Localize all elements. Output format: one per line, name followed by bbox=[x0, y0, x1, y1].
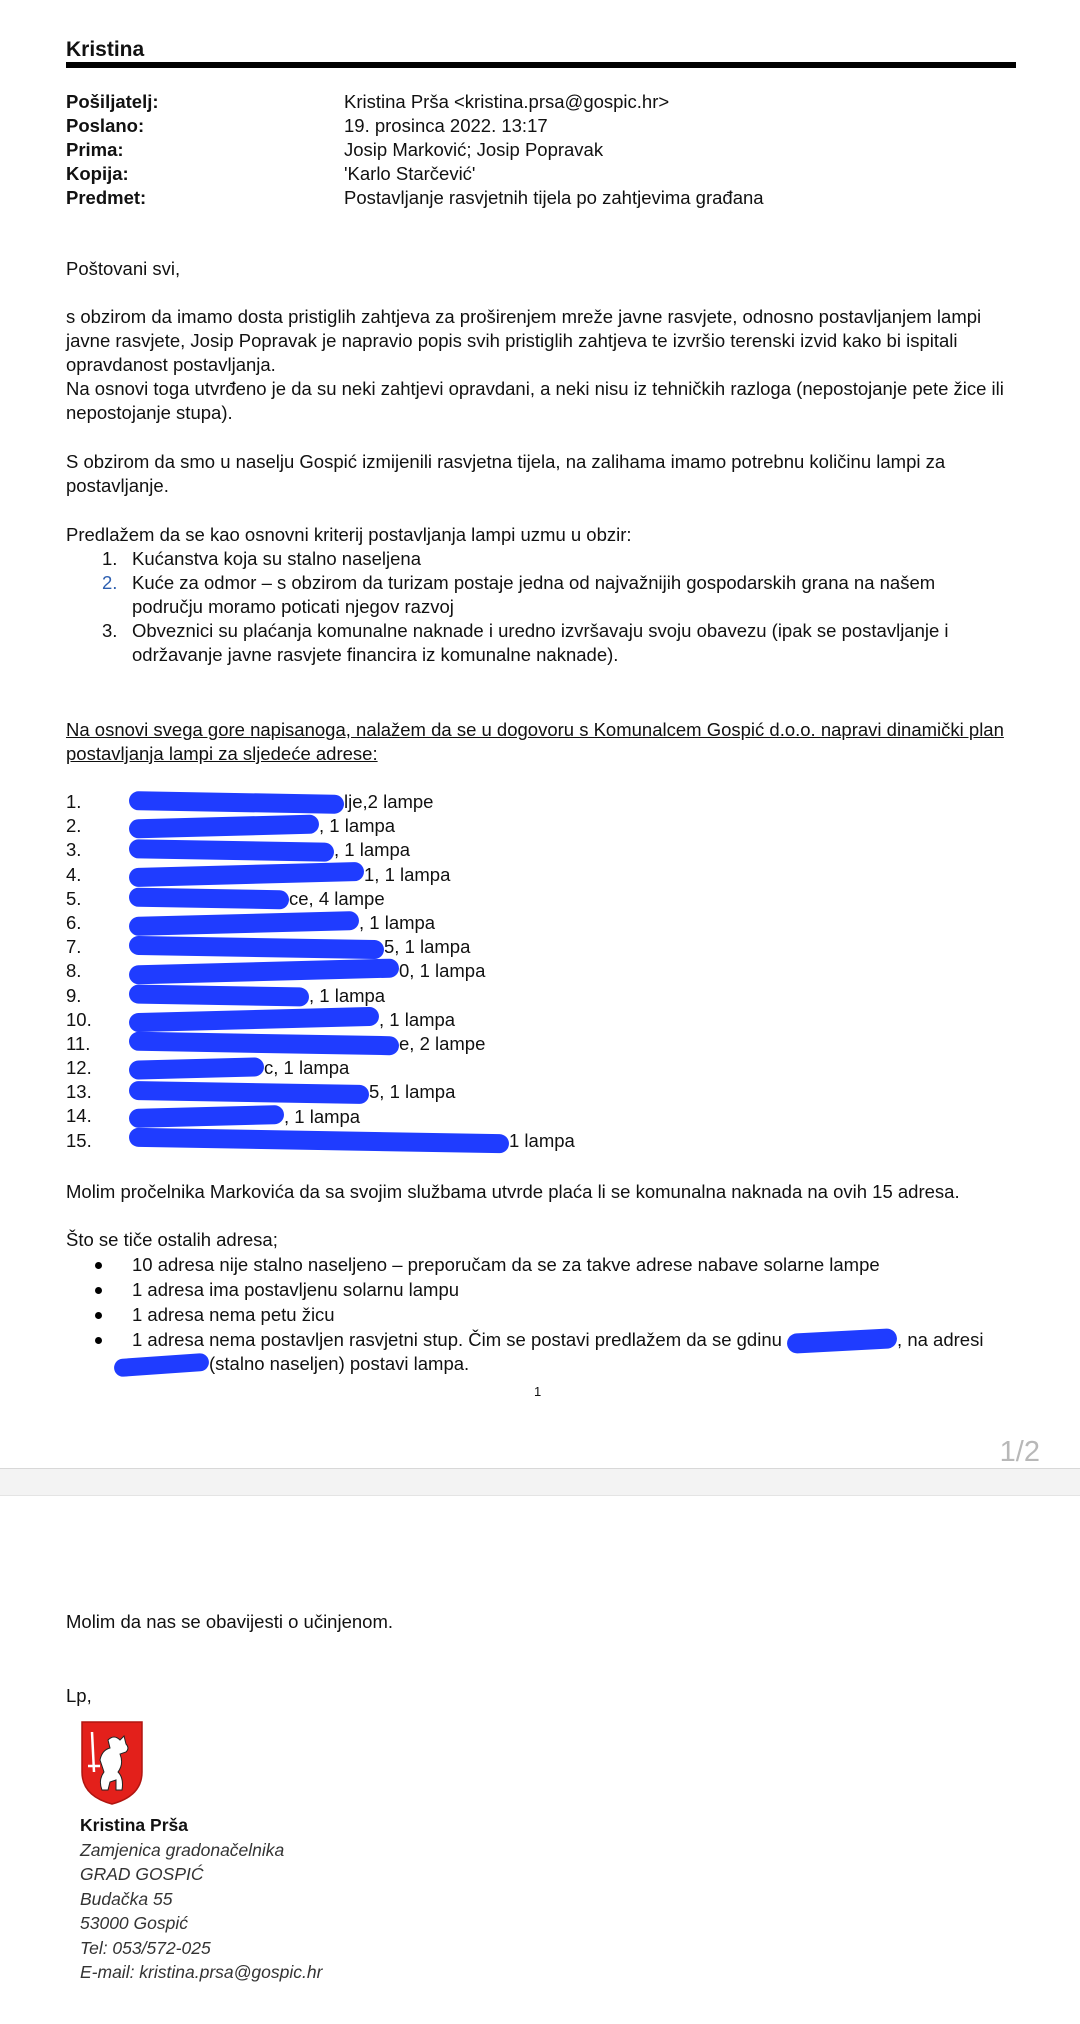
page-divider bbox=[0, 1495, 1080, 1496]
address-number: 11. bbox=[66, 1032, 91, 1054]
address-number: 5. bbox=[66, 887, 82, 909]
header-label: Predmet: bbox=[66, 187, 147, 208]
bullet-icon bbox=[95, 1287, 102, 1294]
criteria-list bbox=[66, 547, 1006, 667]
address-text: , 1 lampa bbox=[359, 912, 436, 934]
list-item bbox=[66, 571, 1006, 619]
address-item bbox=[66, 863, 766, 887]
address-item bbox=[66, 814, 766, 838]
signature-phone: Tel: 053/572-025 bbox=[80, 1937, 211, 1958]
address-number: 3. bbox=[66, 839, 82, 861]
address-text: 5, 1 lampa bbox=[384, 936, 471, 958]
bullet-text: 10 adresa nije stalno naseljeno – preporučam da se za takve adrese nabave solarne lampe bbox=[132, 1254, 880, 1275]
paragraph-fee-check: Molim pročelnika Markovića da sa svojim službama utvrde plaća li se komunalna naknada na ovih 15 adresa. bbox=[66, 1181, 960, 1202]
redaction-mark bbox=[129, 985, 309, 1007]
header-value: Josip Marković; Josip Popravak bbox=[344, 139, 604, 160]
sender-heading: Kristina bbox=[66, 38, 145, 61]
header-label: Prima: bbox=[66, 139, 124, 160]
address-item bbox=[66, 1080, 766, 1104]
header-row-sent bbox=[66, 114, 764, 138]
bullet-icon bbox=[95, 1262, 102, 1269]
header-value: Postavljanje rasvjetnih tijela po zahtjevima građana bbox=[344, 187, 764, 208]
redaction-mark bbox=[129, 1081, 369, 1104]
header-label: Kopija: bbox=[66, 163, 129, 184]
redaction-mark bbox=[129, 791, 344, 814]
address-number: 2. bbox=[66, 815, 82, 837]
header-label: Poslano: bbox=[66, 115, 145, 136]
signature-city: 53000 Gospić bbox=[80, 1913, 188, 1933]
header-label: Pošiljatelj: bbox=[66, 91, 159, 112]
redaction-mark bbox=[129, 862, 364, 887]
redaction-mark bbox=[129, 1128, 509, 1154]
address-item bbox=[66, 1104, 766, 1128]
header-row-cc bbox=[66, 162, 764, 186]
address-item bbox=[66, 1129, 766, 1153]
address-text: , 1 lampa bbox=[334, 839, 411, 861]
header-row-to bbox=[66, 138, 764, 162]
address-number: 9. bbox=[66, 984, 82, 1006]
address-text: 1 lampa bbox=[509, 1129, 575, 1151]
list-text: Obveznici su plaćanja komunalne naknade i uredno izvršavaju svoju obavezu (ipak se postavljanje i održavanje javne rasvjete financira iz komunalne naknade). bbox=[132, 620, 949, 665]
address-item bbox=[66, 959, 766, 983]
address-text: c, 1 lampa bbox=[264, 1057, 350, 1079]
address-number: 12. bbox=[66, 1057, 92, 1079]
bullet-item bbox=[66, 1328, 1006, 1376]
list-number: 3. bbox=[102, 620, 118, 641]
address-list bbox=[66, 790, 766, 1153]
address-text: ce, 4 lampe bbox=[289, 887, 385, 909]
address-text: , 1 lampa bbox=[379, 1008, 456, 1030]
paragraph-stock: S obzirom da smo u naselju Gospić izmijenili rasvjetna tijela, na zalihama imamo potrebnu količinu lampi za postavljanje. bbox=[66, 451, 946, 496]
address-number: 13. bbox=[66, 1081, 92, 1103]
address-number: 15. bbox=[66, 1129, 92, 1151]
address-item bbox=[66, 838, 766, 862]
address-number: 14. bbox=[66, 1105, 92, 1127]
bullet-text: 1 adresa nema postavljen rasvjetni stup. Čim se postavi predlažem da se gdinu bbox=[132, 1329, 782, 1350]
page-indicator: 1/2 bbox=[999, 1436, 1040, 1468]
address-number: 1. bbox=[66, 791, 82, 812]
address-text: , 1 lampa bbox=[309, 984, 386, 1006]
address-text: , 1 lampa bbox=[284, 1105, 361, 1127]
paragraph-criteria-intro: Predlažem da se kao osnovni kriterij postavljanja lampi uzmu u obzir: bbox=[66, 524, 632, 545]
address-item bbox=[66, 790, 766, 814]
bullet-text: 1 adresa ima postavljenu solarnu lampu bbox=[132, 1279, 460, 1300]
bullet-text: 1 adresa nema petu žicu bbox=[132, 1304, 335, 1325]
list-number: 2. bbox=[102, 572, 118, 593]
paragraph-other-addresses: Što se tiče ostalih adresa; bbox=[66, 1229, 278, 1250]
header-value: Kristina Prša <kristina.prsa@gospic.hr> bbox=[344, 91, 670, 112]
bullet-item bbox=[66, 1253, 1006, 1278]
address-item bbox=[66, 1056, 766, 1080]
paragraph-intro: s obzirom da imamo dosta pristiglih zahtjeva za proširenjem mreže javne rasvjete, odnosno postavljanjem lampi javne rasvjete, Josip Popravak je napravio popis svih pristiglih zahtjeva te izvršio terenski izvid kako bi ispitali opravdanost postavljanja. bbox=[66, 306, 982, 375]
address-number: 6. bbox=[66, 911, 82, 933]
address-text: e, 2 lampe bbox=[399, 1032, 486, 1054]
header-row-subject bbox=[66, 186, 764, 210]
address-number: 7. bbox=[66, 936, 82, 958]
redaction-mark bbox=[129, 888, 289, 910]
address-item bbox=[66, 984, 766, 1008]
list-text: Kućanstva koja su stalno naseljena bbox=[132, 548, 421, 569]
address-text: 5, 1 lampa bbox=[369, 1081, 456, 1103]
address-item bbox=[66, 935, 766, 959]
redaction-mark bbox=[129, 1057, 264, 1080]
header-value: 19. prosinca 2022. 13:17 bbox=[344, 115, 548, 136]
header-value: 'Karlo Starčević' bbox=[344, 163, 476, 184]
list-number: 1. bbox=[102, 548, 118, 569]
closing: Lp, bbox=[66, 1685, 92, 1706]
paragraph-notify: Molim da nas se obavijesti o učinjenom. bbox=[66, 1611, 393, 1632]
signature-street: Budačka 55 bbox=[80, 1888, 173, 1909]
redaction-mark bbox=[129, 935, 384, 958]
redaction-mark bbox=[129, 1105, 284, 1128]
signature-org: GRAD GOSPIĆ bbox=[80, 1864, 204, 1884]
address-item bbox=[66, 911, 766, 935]
paragraph-findings: Na osnovi toga utvrđeno je da su neki zahtjevi opravdani, a neki nisu iz tehničkih razloga (nepostojanje pete žice ili nepostojanje stupa). bbox=[66, 378, 1004, 423]
address-item bbox=[66, 1032, 766, 1056]
signature-name: Kristina Prša bbox=[80, 1815, 188, 1835]
greeting: Poštovani svi, bbox=[66, 258, 181, 279]
list-item bbox=[66, 619, 1006, 667]
header-row-from bbox=[66, 90, 764, 114]
address-text: 1, 1 lampa bbox=[364, 863, 451, 885]
redaction-mark bbox=[129, 911, 359, 936]
signature-role: Zamjenica gradonačelnika bbox=[80, 1839, 285, 1860]
bullet-item bbox=[66, 1303, 1006, 1328]
gospic-crest-logo bbox=[80, 1720, 144, 1806]
redaction-mark bbox=[129, 958, 399, 984]
address-text: 0, 1 lampa bbox=[399, 960, 486, 982]
redaction-mark bbox=[129, 1007, 379, 1033]
bullet-text: , na adresi bbox=[897, 1329, 984, 1350]
address-text: lje,2 lampe bbox=[344, 791, 434, 813]
email-header-fields bbox=[66, 90, 764, 210]
signature-block bbox=[80, 1813, 322, 1985]
signature-email: E-mail: kristina.prsa@gospic.hr bbox=[80, 1962, 323, 1982]
list-item bbox=[66, 547, 1006, 571]
redaction-mark bbox=[129, 1032, 399, 1056]
page-gap bbox=[0, 1469, 1080, 1495]
paragraph-directive: Na osnovi svega gore napisanoga, nalažem da se u dogovoru s Komunalcem Gospić d.o.o. napravi dinamički plan postavljanja lampi za sljedeće adrese: bbox=[66, 719, 1004, 764]
redaction-mark bbox=[129, 814, 319, 838]
other-addresses-list bbox=[66, 1253, 1006, 1376]
bullet-icon bbox=[95, 1312, 102, 1319]
page-number: 1 bbox=[534, 1384, 542, 1399]
list-text: Kuće za odmor – s obzirom da turizam postaje jedna od najvažnijih gospodarskih grana na našem području moramo poticati njegov razvoj bbox=[132, 572, 936, 617]
bullet-icon bbox=[95, 1337, 102, 1344]
address-item bbox=[66, 887, 766, 911]
address-number: 8. bbox=[66, 960, 82, 982]
address-text: , 1 lampa bbox=[319, 815, 396, 837]
redaction-mark bbox=[787, 1328, 898, 1354]
bullet-text: (stalno naseljen) postavi lampa. bbox=[209, 1353, 470, 1374]
heading-rule bbox=[66, 62, 1016, 68]
address-item bbox=[66, 1008, 766, 1032]
bullet-item bbox=[66, 1278, 1006, 1303]
address-number: 4. bbox=[66, 863, 82, 885]
redaction-mark bbox=[129, 839, 334, 862]
address-number: 10. bbox=[66, 1008, 92, 1030]
